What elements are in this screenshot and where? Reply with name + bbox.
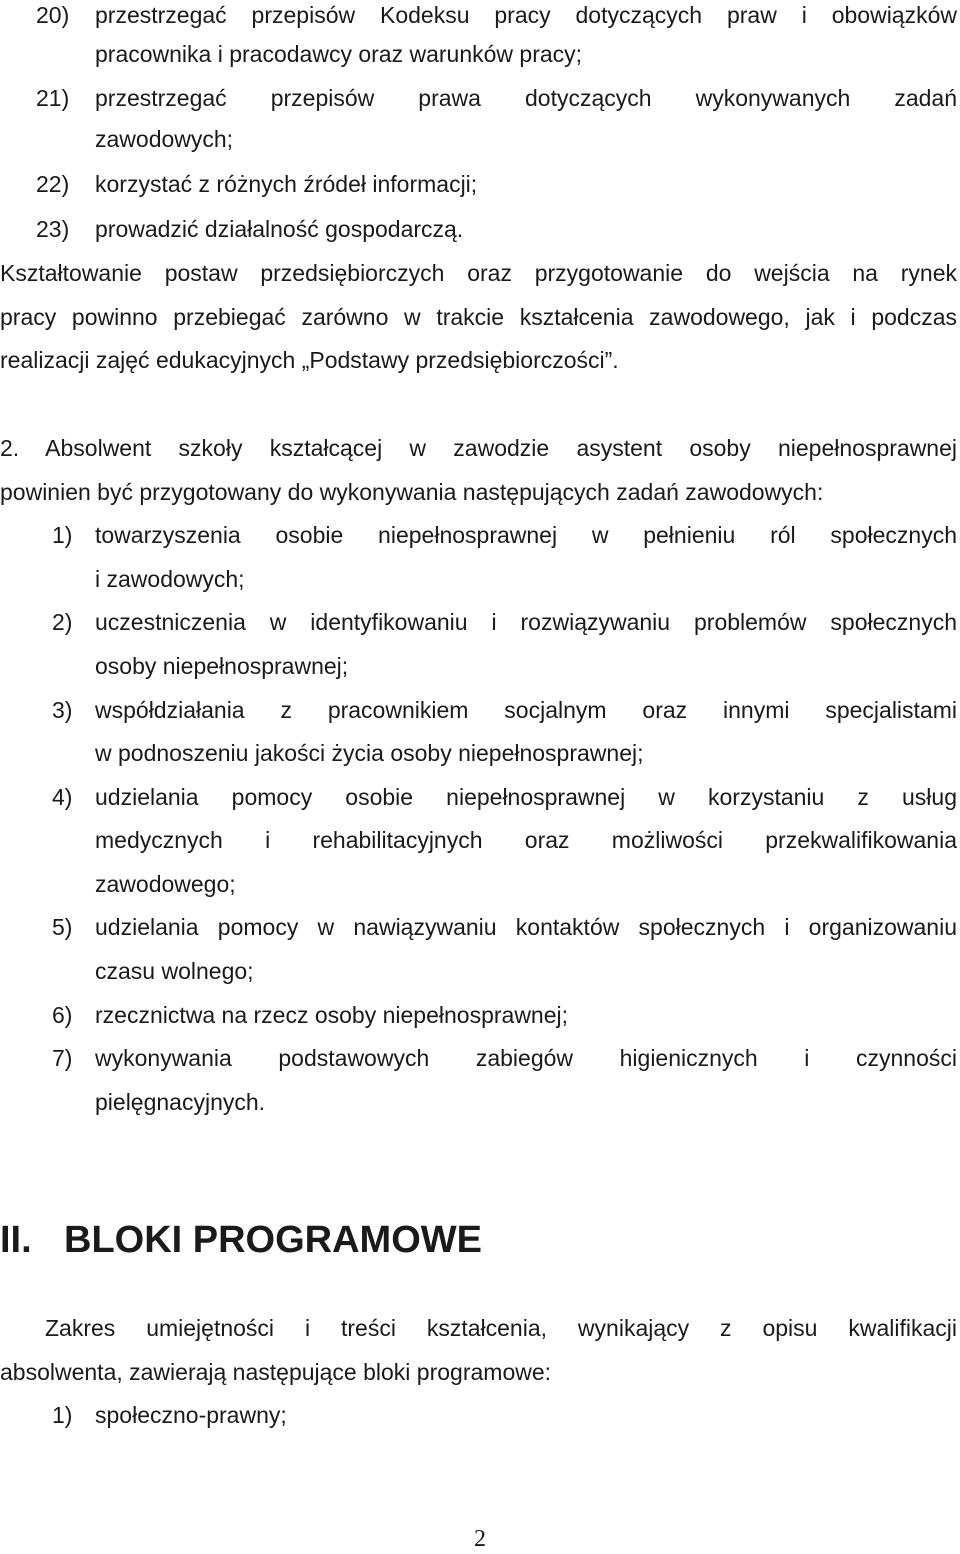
list-item-line: uczestniczenia w identyfikowaniu i rozwiązywaniu problemów społecznych	[95, 609, 957, 635]
list-number: 4)	[52, 784, 73, 810]
list-item-line: osoby niepełnosprawnej;	[95, 653, 349, 679]
list-item-line: zawodowych;	[95, 126, 234, 152]
section-heading	[0, 1216, 482, 1264]
list-number: 23)	[36, 216, 70, 242]
list-item-line: udzielania pomocy osobie niepełnosprawnej w korzystaniu z usług	[95, 784, 957, 810]
list-item-line: i zawodowych;	[95, 566, 245, 592]
list-number: 6)	[52, 1002, 73, 1028]
list-item-line: społeczno-prawny;	[95, 1402, 287, 1428]
section-intro-line: powinien być przygotowany do wykonywania następujących zadań zawodowych:	[0, 479, 824, 505]
list-item-line: współdziałania z pracownikiem socjalnym oraz innymi specjalistami	[95, 697, 957, 723]
list-item-line: w podnoszeniu jakości życia osoby niepełnosprawnej;	[95, 740, 644, 766]
paragraph-line: realizacji zajęć edukacyjnych „Podstawy przedsiębiorczości”.	[0, 347, 619, 373]
list-number: 21)	[36, 85, 70, 111]
list-number: 20)	[36, 2, 70, 28]
list-item-line: towarzyszenia osobie niepełnosprawnej w pełnieniu ról społecznych	[95, 522, 957, 548]
section-heading-number: II.	[0, 1219, 32, 1261]
list-number: 7)	[52, 1045, 73, 1071]
paragraph-line: Zakres umiejętności i treści kształcenia, wynikający z opisu kwalifikacji	[45, 1315, 957, 1341]
list-item-line: pielęgnacyjnych.	[95, 1089, 266, 1115]
list-number: 1)	[52, 522, 73, 548]
section-heading-title: BLOKI PROGRAMOWE	[64, 1219, 482, 1261]
paragraph-line: pracy powinno przebiegać zarówno w trakcie kształcenia zawodowego, jak i podczas	[0, 304, 957, 330]
list-item-line: pracownika i pracodawcy oraz warunków pracy;	[95, 41, 583, 67]
paragraph-line: absolwenta, zawierają następujące bloki programowe:	[0, 1359, 552, 1385]
list-item-line: czasu wolnego;	[95, 958, 254, 984]
list-item-line: przestrzegać przepisów prawa dotyczących wykonywanych zadań	[95, 85, 957, 111]
list-item-line: rzecznictwa na rzecz osoby niepełnosprawnej;	[95, 1002, 569, 1028]
section-intro-line: 2. Absolwent szkoły kształcącej w zawodzie asystent osoby niepełnosprawnej	[0, 435, 957, 461]
list-number: 22)	[36, 171, 70, 197]
list-item-line: udzielania pomocy w nawiązywaniu kontaktów społecznych i organizowaniu	[95, 914, 957, 940]
list-item-line: przestrzegać przepisów Kodeksu pracy dotyczących praw i obowiązków	[95, 2, 957, 28]
list-item-line: medycznych i rehabilitacyjnych oraz możliwości przekwalifikowania	[95, 827, 957, 853]
list-item-line: wykonywania podstawowych zabiegów higienicznych i czynności	[95, 1045, 957, 1071]
list-number: 1)	[52, 1402, 73, 1428]
list-number: 5)	[52, 914, 73, 940]
page-number: 2	[474, 1526, 486, 1552]
list-item-line: prowadzić działalność gospodarczą.	[95, 216, 464, 242]
list-number: 2)	[52, 609, 73, 635]
list-item-line: korzystać z różnych źródeł informacji;	[95, 171, 478, 197]
paragraph-line: Kształtowanie postaw przedsiębiorczych oraz przygotowanie do wejścia na rynek	[0, 260, 957, 286]
list-item-line: zawodowego;	[95, 871, 236, 897]
list-number: 3)	[52, 697, 73, 723]
